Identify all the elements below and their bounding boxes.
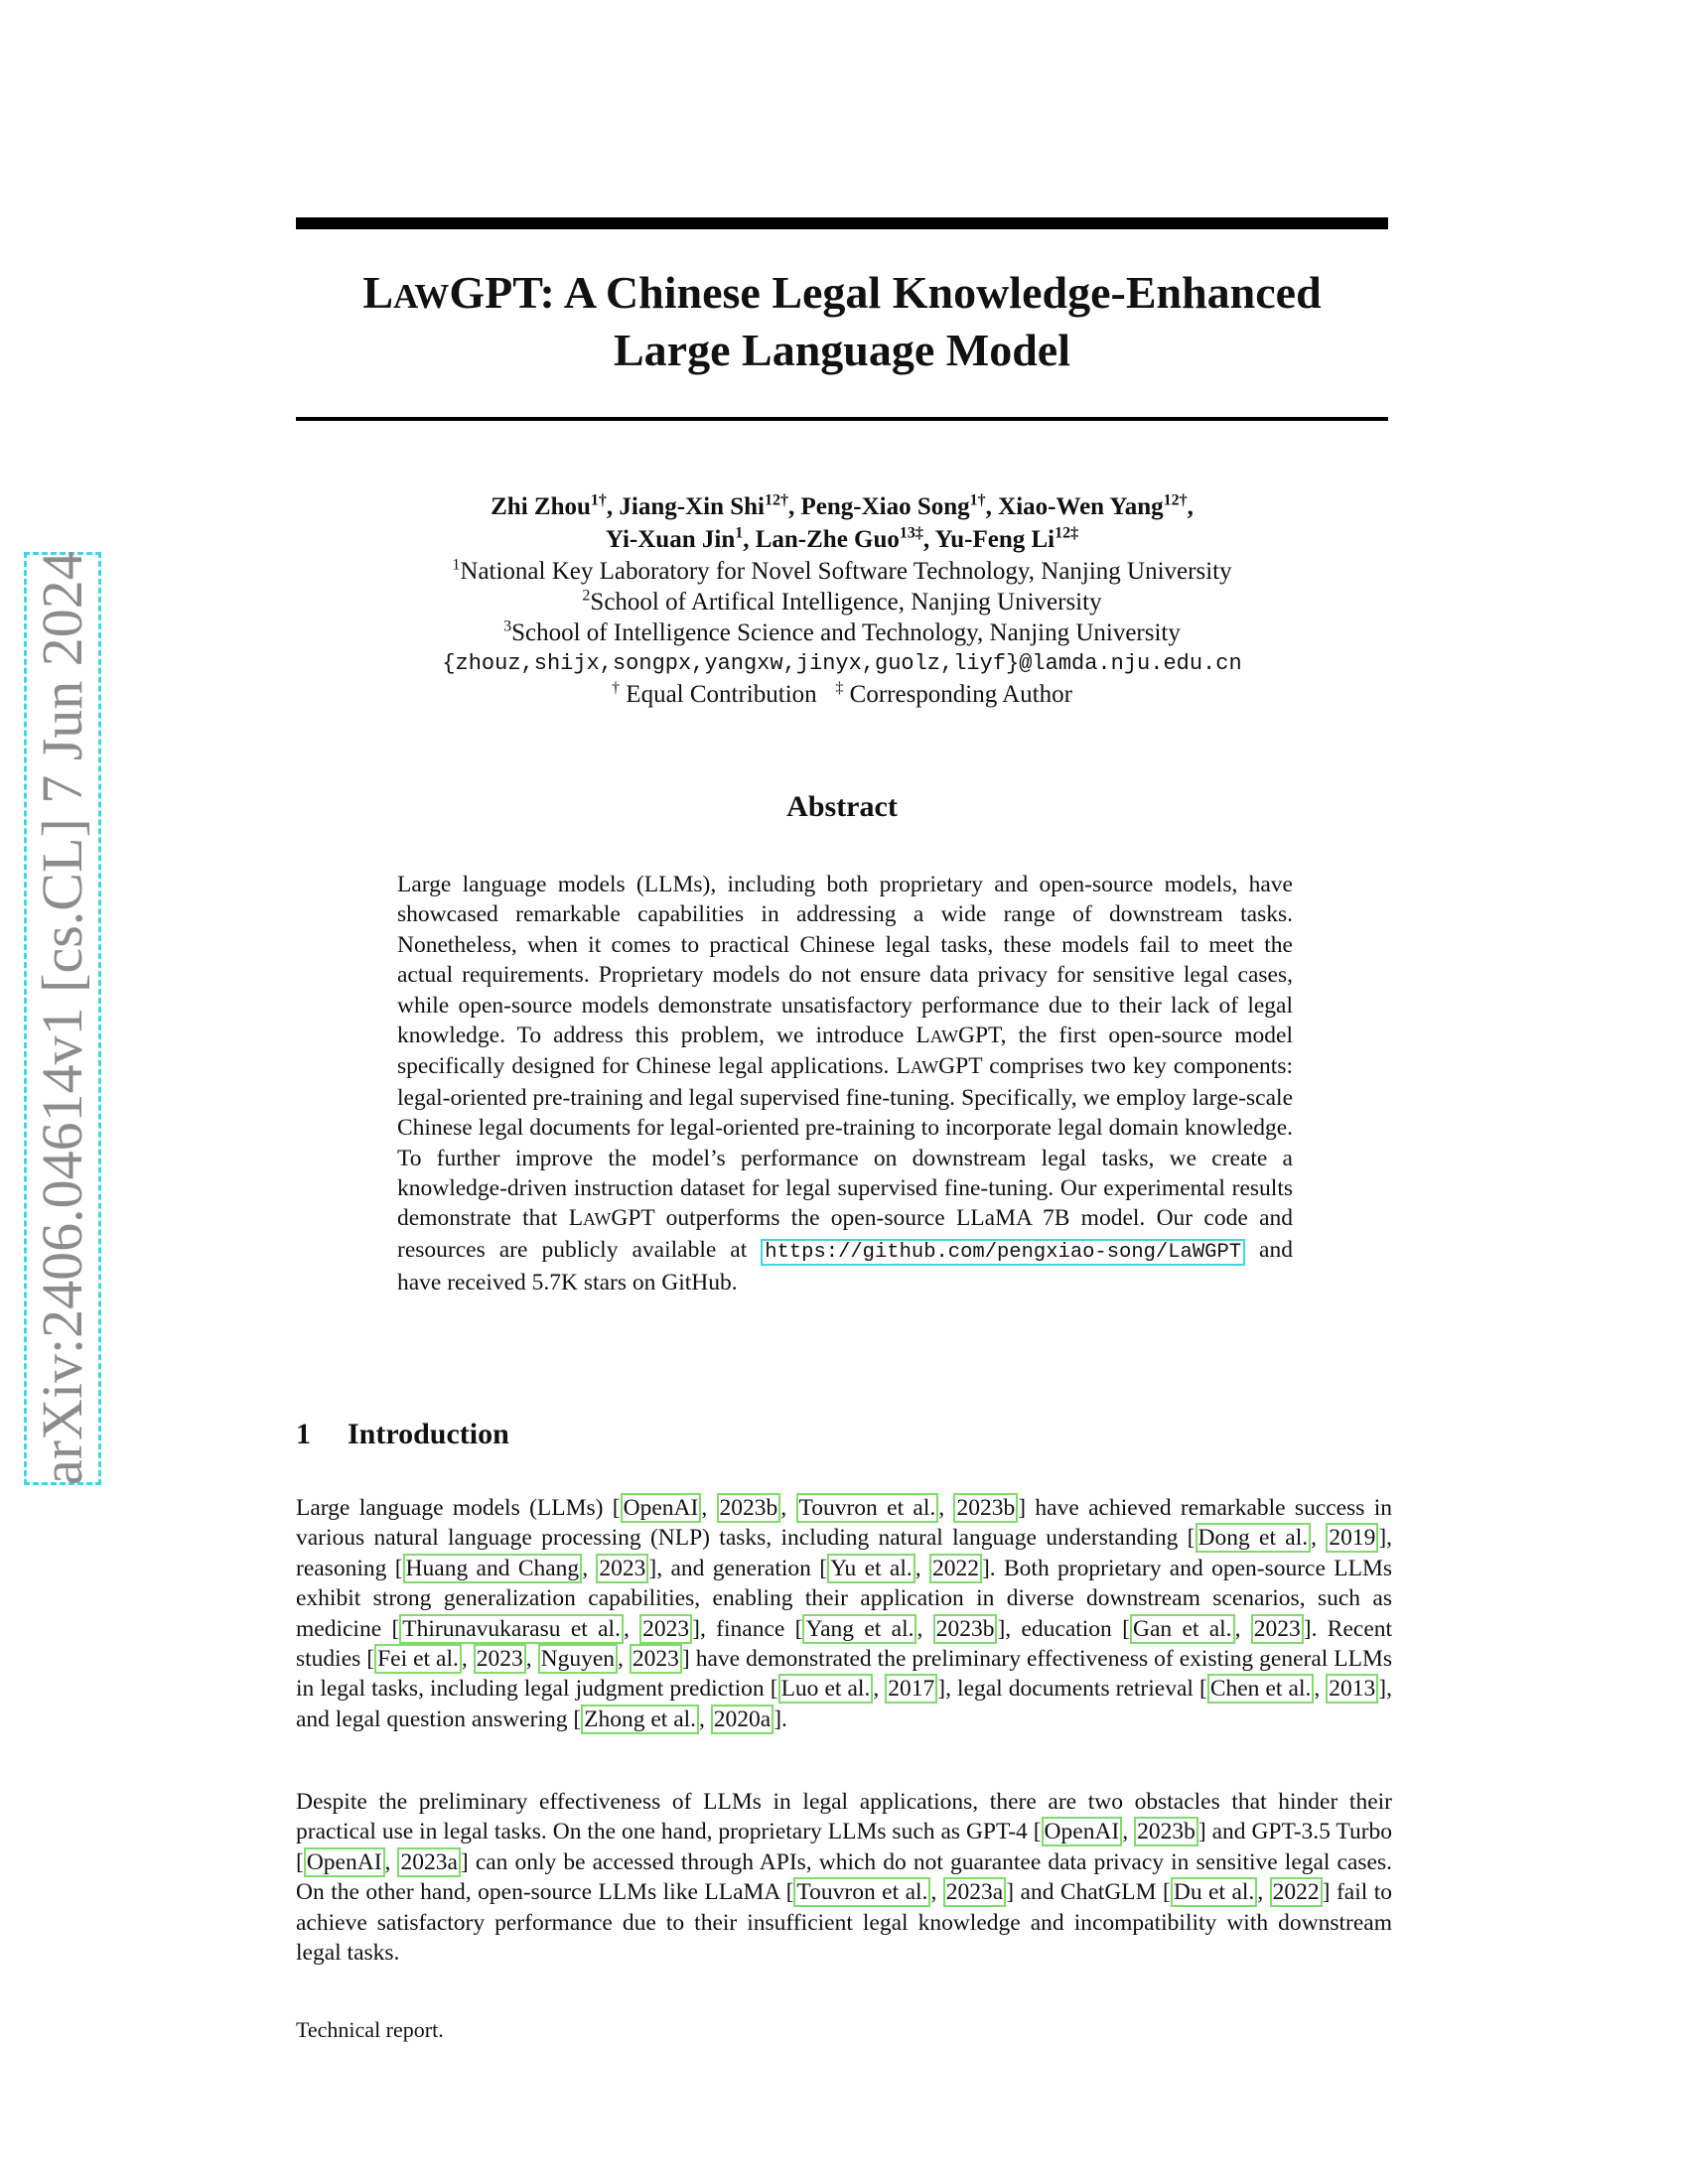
- citation-link[interactable]: 2019: [1326, 1523, 1378, 1553]
- abstract-part-3: comprises two key components: legal-oriented pre-training and legal supervised fine-tuning. Specifically, we employ large-scale Chinese legal documents for legal-oriented pre-training to incorporate legal domain knowledge. To further improve the model’s performance on downstream legal tasks, we create a knowledge-driven instruction dataset for legal supervised fine-tuning. Our experimental results demonstrate that: [397, 1053, 1293, 1232]
- author-affiliation-mark: 1†: [969, 491, 986, 509]
- paragraph-text: ], and legal question answering [: [296, 1676, 1392, 1732]
- paragraph-text: ] have achieved remarkable success in various natural language processing (NLP) tasks, including natural language understanding [: [296, 1495, 1393, 1552]
- paragraph-text: ], and generation [: [648, 1555, 828, 1581]
- affiliation-line: [296, 587, 1388, 617]
- equal-contribution-text: Equal Contribution: [620, 681, 817, 708]
- author-separator: ,: [787, 493, 801, 520]
- title-line1-rest: GPT: A Chinese Legal Knowledge-Enhanced: [449, 267, 1322, 318]
- citation-link[interactable]: 2023: [639, 1614, 692, 1644]
- paragraph-text: ], education [: [997, 1615, 1130, 1642]
- paragraph-text: ,: [914, 1555, 929, 1581]
- citation-link[interactable]: Zhong et al.: [581, 1705, 699, 1734]
- paragraph-text: ].: [774, 1706, 787, 1732]
- citation-link[interactable]: Du et al.: [1171, 1877, 1257, 1907]
- equal-mark: †: [612, 679, 621, 697]
- citation-link[interactable]: Touvron et al.: [793, 1877, 930, 1907]
- abstract-text: [397, 870, 1293, 1298]
- affiliation-number: 2: [582, 587, 591, 605]
- intro-paragraph-1: [296, 1493, 1392, 1734]
- footnote: Technical report.: [296, 2017, 444, 2042]
- author-name: Xiao-Wen Yang: [998, 493, 1164, 520]
- citation-link[interactable]: Yu et al.: [827, 1554, 915, 1583]
- citation-link[interactable]: 2023b: [953, 1493, 1018, 1523]
- citation-link[interactable]: Fei et al.: [374, 1644, 462, 1674]
- arxiv-stamp-text: arXiv:2406.04614v1 [cs.CL] 7 Jun 2024: [30, 551, 94, 1485]
- lawgpt-name: LAWGPT: [896, 1053, 983, 1080]
- paragraph-text: ] have demonstrated the preliminary effectiveness of existing general LLMs in legal tasks, including legal judgment prediction [: [296, 1646, 1393, 1703]
- paragraph-text: ,: [916, 1615, 933, 1642]
- paragraph-text: ] can only be accessed through APIs, which do not guarantee data privacy in sensitive legal cases. On the other hand, open-source LLMs like LLaMA [: [296, 1848, 1392, 1906]
- citation-link[interactable]: 2020a: [711, 1705, 774, 1734]
- abstract-part-4: outperforms the open-source LLaMA 7B model. Our code and resources are publicly available at: [397, 1205, 1293, 1263]
- citation-link[interactable]: 2023: [630, 1644, 682, 1674]
- citation-link[interactable]: Yang et al.: [802, 1614, 916, 1644]
- paragraph-text: ], reasoning [: [296, 1525, 1393, 1581]
- lawgpt-name: LAWGPT: [915, 1023, 1001, 1049]
- author-separator: ,: [985, 493, 999, 520]
- citation-link[interactable]: 2023: [1251, 1614, 1304, 1644]
- paragraph-text: ,: [623, 1615, 640, 1642]
- citation-link[interactable]: Touvron et al.: [796, 1493, 939, 1523]
- paragraph-text: ,: [1314, 1676, 1327, 1703]
- citation-link[interactable]: 2023a: [397, 1847, 460, 1877]
- paragraph-text: ,: [780, 1495, 796, 1521]
- title-line2: Large Language Model: [614, 325, 1070, 375]
- abstract-part-5: and have received 5.7K stars on GitHub.: [397, 1236, 1293, 1297]
- affiliation-line: [296, 556, 1388, 587]
- paragraph-text: ,: [1234, 1615, 1251, 1642]
- author-affiliation-mark: 12†: [764, 491, 788, 509]
- abstract-heading: Abstract: [786, 790, 898, 823]
- author-block: [296, 490, 1388, 710]
- paragraph-text: ], legal documents retrieval [: [937, 1676, 1207, 1703]
- abstract-part-2: , the first open-source model specifically designed for Chinese legal applications.: [397, 1023, 1293, 1080]
- paragraph-text: ,: [618, 1646, 630, 1673]
- citation-link[interactable]: Gan et al.: [1130, 1614, 1235, 1644]
- author-name: Yi-Xuan Jin: [605, 526, 736, 553]
- author-affiliation-mark: 1†: [590, 491, 607, 509]
- citation-link[interactable]: 2023b: [933, 1614, 998, 1644]
- paragraph-text: ,: [525, 1646, 538, 1673]
- paragraph-text: ,: [1122, 1819, 1135, 1845]
- affiliation-number: 1: [452, 556, 461, 574]
- citation-link[interactable]: OpenAI: [621, 1493, 702, 1523]
- paragraph-text: ]. Recent studies [: [296, 1615, 1393, 1673]
- affiliation-text: School of Artifical Intelligence, Nanjing University: [590, 589, 1102, 615]
- citation-link[interactable]: OpenAI: [304, 1847, 385, 1877]
- paragraph-text: ] fail to achieve satisfactory performance due to their insufficient legal knowledge and incompatibility with downstream legal tasks.: [296, 1879, 1393, 1967]
- paragraph-text: ], finance [: [692, 1615, 803, 1642]
- paragraph-text: ,: [938, 1495, 954, 1521]
- author-affiliation-mark: 12‡: [1055, 524, 1079, 542]
- author-affiliation-mark: 12†: [1163, 491, 1188, 509]
- paragraph-text: ,: [873, 1676, 886, 1703]
- citation-link[interactable]: 2023b: [1134, 1817, 1198, 1846]
- affiliation-line: [296, 617, 1388, 648]
- corresponding-mark: ‡: [835, 679, 844, 697]
- citation-link[interactable]: OpenAI: [1042, 1817, 1123, 1846]
- affiliation-text: National Key Laboratory for Novel Software Technology, Nanjing University: [460, 558, 1232, 585]
- citation-link[interactable]: 2023: [474, 1644, 526, 1674]
- author-affiliation-mark: 1: [735, 524, 744, 542]
- author-affiliation-mark: 13‡: [899, 524, 923, 542]
- title-rule-top: [296, 217, 1388, 229]
- author-email: {zhouz,shijx,songpx,yangxw,jinyx,guolz,liyf}@lamda.nju.edu.cn: [442, 651, 1242, 676]
- abstract-part-1: Large language models (LLMs), including both proprietary and open-source models, have showcased remarkable capabilities in addressing a wide range of downstream tasks. Nonetheless, when it comes to practical Chinese legal tasks, these models fail to meet the actual requirements. Proprietary models do not ensure data privacy for sensitive legal cases, while open-source models demonstrate unsatisfactory performance due to their lack of legal knowledge. To address this problem, we introduce: [397, 872, 1293, 1049]
- paragraph-text: Despite the preliminary effectiveness of LLMs in legal applications, there are two obstacles that hinder their practical use in legal tasks. On the one hand, proprietary LLMs such as GPT-4 [: [296, 1789, 1392, 1845]
- paper-title: [296, 266, 1388, 377]
- citation-link[interactable]: 2022: [1270, 1877, 1323, 1907]
- author-separator: ,: [743, 526, 756, 553]
- citation-link[interactable]: Dong et al.: [1196, 1523, 1312, 1553]
- author-name: Yu-Feng Li: [934, 526, 1055, 553]
- paragraph-text: Large language models (LLMs) [: [296, 1495, 621, 1521]
- author-name: Jiang-Xin Shi: [619, 493, 765, 520]
- paragraph-text: ] and GPT-3.5 Turbo [: [296, 1819, 1393, 1875]
- paragraph-text: ,: [1257, 1879, 1270, 1906]
- author-line-2: [296, 523, 1388, 556]
- lawgpt-name: LAWGPT: [568, 1205, 655, 1232]
- affiliation-number: 3: [503, 617, 512, 635]
- author-name: Peng-Xiao Song: [800, 493, 970, 520]
- author-name: Zhi Zhou: [491, 493, 591, 520]
- paragraph-text: ,: [701, 1495, 717, 1521]
- citation-link[interactable]: Huang and Chang: [403, 1554, 583, 1583]
- citation-link[interactable]: Nguyen: [538, 1644, 618, 1674]
- section-number: 1: [296, 1418, 311, 1450]
- paragraph-text: ]. Both proprietary and open-source LLMs exhibit strong generalization capabilities, enabling their application in diverse downstream scenarios, such as medicine [: [296, 1555, 1393, 1642]
- intro-paragraph-2: [296, 1787, 1392, 1968]
- citation-link[interactable]: 2023: [596, 1554, 648, 1583]
- paragraph-text: ,: [930, 1879, 943, 1906]
- paragraph-text: ,: [384, 1848, 398, 1875]
- citation-link[interactable]: 2023b: [717, 1493, 781, 1523]
- affiliations: [296, 556, 1388, 648]
- contribution-note: [296, 679, 1388, 710]
- paragraph-text: ,: [699, 1706, 711, 1732]
- citation-link[interactable]: Chen et al.: [1207, 1674, 1315, 1704]
- title-law-initial: L: [362, 267, 393, 318]
- section-heading-introduction: [296, 1418, 509, 1451]
- author-separator: ,: [922, 526, 935, 553]
- author-separator: ,: [606, 493, 620, 520]
- title-rule-bottom: [296, 417, 1388, 421]
- paragraph-text: ,: [1311, 1525, 1327, 1552]
- author-separator: ,: [1187, 493, 1194, 520]
- paragraph-text: ,: [582, 1555, 597, 1581]
- citation-link[interactable]: Thirunavukarasu et al.: [399, 1614, 624, 1644]
- paragraph-text: ,: [461, 1646, 474, 1673]
- affiliation-text: School of Intelligence Science and Technology, Nanjing University: [511, 619, 1181, 646]
- citation-link[interactable]: 2022: [929, 1554, 982, 1583]
- citation-link[interactable]: 2017: [885, 1674, 937, 1704]
- author-line-1: [296, 490, 1388, 523]
- citation-link[interactable]: 2023a: [943, 1877, 1006, 1907]
- citation-link[interactable]: 2013: [1326, 1674, 1378, 1704]
- title-law-smallcaps: AW: [393, 277, 450, 316]
- section-title: Introduction: [348, 1418, 509, 1450]
- corresponding-author-text: Corresponding Author: [843, 681, 1072, 708]
- citation-link[interactable]: Luo et al.: [778, 1674, 874, 1704]
- author-name: Lan-Zhe Guo: [755, 526, 900, 553]
- paragraph-text: ] and ChatGLM [: [1006, 1879, 1171, 1906]
- github-url-link[interactable]: https://github.com/pengxiao-song/LaWGPT: [761, 1239, 1245, 1266]
